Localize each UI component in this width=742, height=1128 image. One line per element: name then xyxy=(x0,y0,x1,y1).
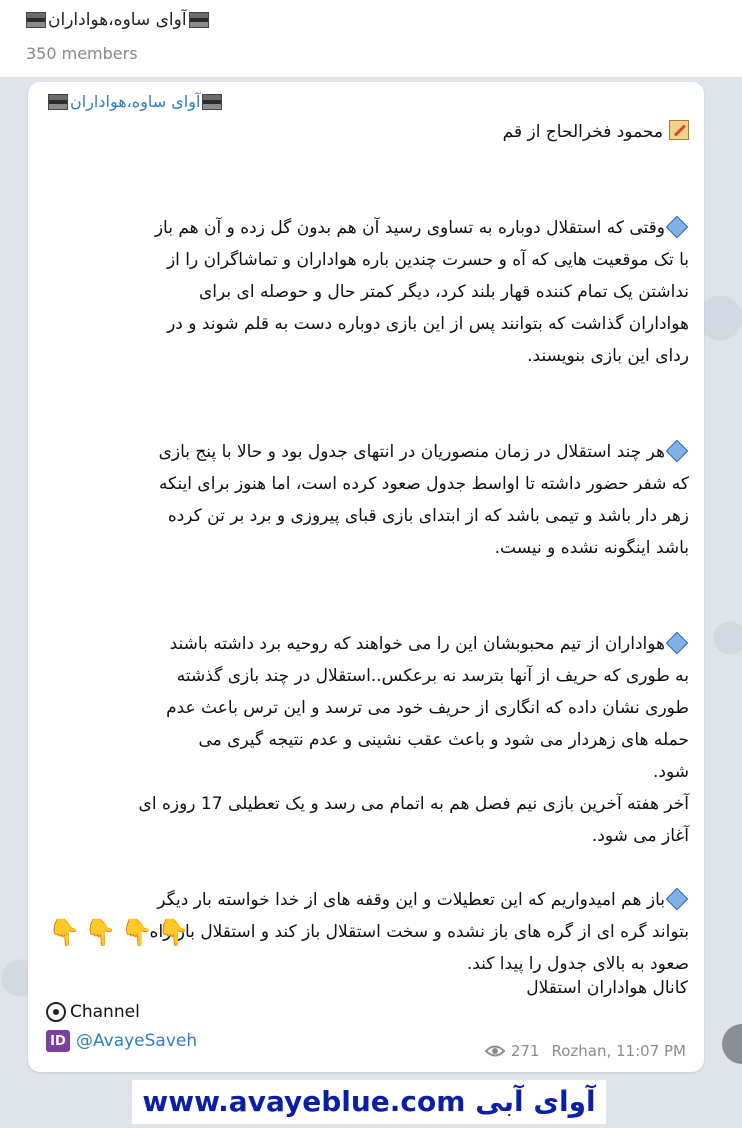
text-line: نداشتن یک تمام کننده قهار بلند کرد، دیگر کمتر حال و حوصله ای برای xyxy=(198,282,689,302)
sender-name: آوای ساوه،هواداران xyxy=(70,92,201,111)
text-line: هواداران از تیم محبوبشان این را می خواهند که روحیه برد داشته باشند xyxy=(169,634,665,654)
text-line: باشد اینگونه نشده و نیست. xyxy=(494,538,689,558)
paragraph-1 xyxy=(44,212,689,372)
memo-icon xyxy=(669,120,689,140)
channel-handle-link[interactable]: @AvayeSaveh xyxy=(76,1031,198,1051)
diamond-icon xyxy=(666,632,689,655)
text-line: آغاز می شود. xyxy=(591,826,689,846)
text-line: صعود به بالای جدول را پیدا کند. xyxy=(466,954,689,974)
author-time: Rozhan, 11:07 PM xyxy=(551,1042,686,1060)
flag-icon xyxy=(202,94,222,110)
text-line: وقتی که استقلال دوباره به تساوی رسید آن هم بدون گل زده و آن هم باز xyxy=(154,218,665,238)
text-line: زهر دار باشد و تیمی باشد که از ابتدای بازی قبای پیروزی و برد بر تن کرده xyxy=(167,506,689,526)
message-text xyxy=(44,116,689,980)
channel-title[interactable] xyxy=(24,10,211,30)
text-line: هر چند استقلال در زمان منصوریان در انتهای جدول بود و حالا با پنج بازی xyxy=(158,442,665,462)
member-count: 350 members xyxy=(26,44,138,63)
channel-label: Channel xyxy=(70,1002,140,1022)
text-line: که شفر حضور داشته تا اواسط جدول صعود کرده است، اما هنوز برای اینکه xyxy=(158,474,689,494)
text-line: با تک موقعیت هایی که آه و حسرت چندین باره هواداران و تماشاگران را از xyxy=(166,250,689,270)
watermark-banner: www.avayeblue.com آوای آبی xyxy=(132,1080,606,1124)
message-meta xyxy=(485,1042,686,1060)
channel-label-fa: کانال هواداران استقلال xyxy=(526,978,688,998)
flag-icon xyxy=(48,94,68,110)
flag-icon xyxy=(26,12,46,28)
paragraph-2 xyxy=(44,436,689,564)
chat-header[interactable] xyxy=(0,0,742,78)
message-sender[interactable] xyxy=(46,92,224,111)
text-line: آخر هفته آخرین بازی نیم فصل هم به اتمام می رسد و یک تعطیلی 17 روزه ای xyxy=(138,794,689,814)
author-line xyxy=(44,116,689,148)
id-icon: ID xyxy=(46,1030,70,1052)
author-name: محمود فخرالحاج از قم xyxy=(502,122,663,142)
soccer-ball-icon xyxy=(46,1002,66,1022)
flag-icon xyxy=(189,12,209,28)
text-line: طوری نشان داده که انگاری از حریف خود می ترسد و این ترس باعث عدم xyxy=(166,698,689,718)
text-line: باز هم امیدواریم که این تعطیلات و این وقفه های از خدا خواسته بار دیگر xyxy=(157,890,665,910)
eye-icon xyxy=(485,1044,505,1058)
message-bubble[interactable] xyxy=(28,82,704,1072)
diamond-icon xyxy=(666,440,689,463)
view-count: 271 xyxy=(510,1042,540,1060)
pointing-down-icons: 👇👇👇👇 xyxy=(48,918,194,948)
channel-title-text: آوای ساوه،هواداران xyxy=(48,10,187,30)
text-line: به طوری که حریف از آنها بترسد نه برعکس..استقلال در چند بازی گذشته xyxy=(176,666,689,686)
diamond-icon xyxy=(666,216,689,239)
text-line: شود. xyxy=(652,762,689,782)
channel-handle-row[interactable] xyxy=(46,1030,197,1052)
channel-row xyxy=(46,1002,140,1022)
paragraph-3 xyxy=(44,628,689,852)
text-line: بتواند گره ای از گره های باز نشده و سخت استقلال باز کند و استقلال باز راه xyxy=(149,922,689,942)
text-line: هواداران گذاشت که بتوانند پس از این بازی دوباره دست به قلم شوند و در xyxy=(167,314,689,334)
diamond-icon xyxy=(666,888,689,911)
text-line: ردای این بازی بنویسند. xyxy=(527,346,689,366)
text-line: حمله های زهردار می شود و باعث عقب نشینی و عدم نتیجه گیری می xyxy=(198,730,689,750)
